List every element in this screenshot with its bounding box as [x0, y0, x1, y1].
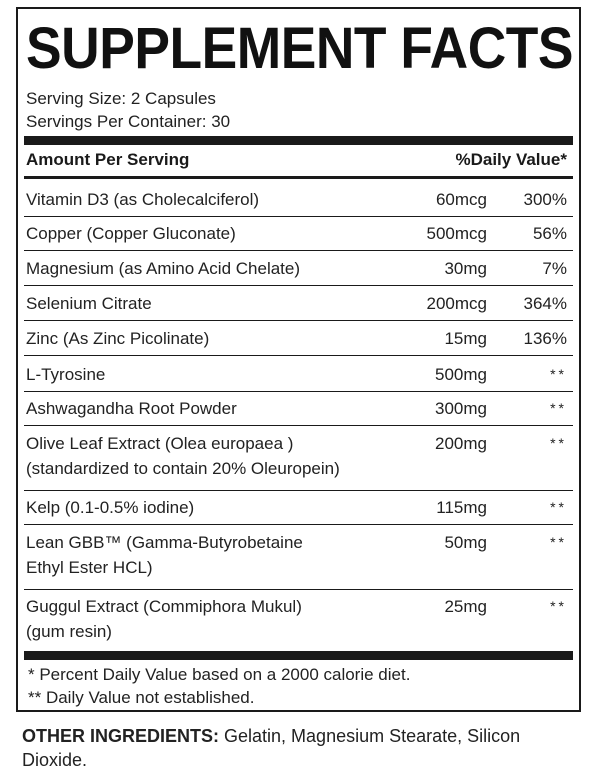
table-row — [24, 397, 573, 426]
ingredient-amount: 500mcg — [426, 224, 487, 243]
row-divider — [24, 355, 573, 356]
ingredient-name: Olive Leaf Extract (Olea europaea ) — [26, 434, 294, 453]
ingredient-amount: 300mg — [435, 399, 487, 418]
row-divider — [24, 250, 573, 251]
serving-size: Serving Size: 2 Capsules — [26, 89, 216, 108]
ingredient-daily-value: ** — [550, 435, 567, 451]
table-row — [24, 432, 573, 491]
other-ingredients — [22, 724, 582, 772]
amount-per-serving-header: Amount Per Serving — [26, 150, 190, 169]
ingredient-daily-value: ** — [550, 499, 567, 515]
row-divider — [24, 320, 573, 321]
ingredient-name: L-Tyrosine — [26, 365, 106, 384]
ingredient-amount: 60mcg — [435, 190, 487, 209]
table-row — [24, 327, 573, 356]
servings-per-container: Servings Per Container: 30 — [26, 112, 231, 131]
ingredient-name: Lean GBB™ (Gamma-Butyrobetaine — [26, 533, 303, 552]
row-divider — [24, 589, 573, 590]
row-divider — [24, 391, 573, 392]
ingredient-daily-value: 7% — [542, 259, 567, 278]
footnote-percent-dv: * Percent Daily Value based on a 2000 calorie diet. — [28, 665, 411, 684]
ingredient-amount: 15mg — [444, 329, 487, 348]
table-row — [24, 496, 573, 525]
ingredient-daily-value: 56% — [532, 224, 567, 243]
ingredient-name-continued: (gum resin) — [26, 622, 112, 641]
ingredient-daily-value: 136% — [523, 329, 567, 348]
ingredient-name: Magnesium (as Amino Acid Chelate) — [26, 259, 301, 278]
other-ingredients-label: OTHER INGREDIENTS: — [22, 726, 220, 746]
ingredient-amount: 25mg — [444, 597, 487, 616]
ingredient-amount: 200mcg — [426, 294, 487, 313]
thick-divider-bottom — [24, 651, 573, 660]
ingredient-name: Vitamin D3 (as Cholecalciferol) — [26, 190, 260, 209]
table-row — [24, 257, 573, 286]
ingredient-name-continued: (standardized to contain 20% Oleuropein) — [26, 459, 340, 478]
ingredient-amount: 500mg — [435, 365, 487, 384]
ingredient-name: Ashwagandha Root Powder — [26, 399, 237, 418]
ingredient-amount: 200mg — [435, 434, 487, 453]
ingredient-daily-value: 364% — [523, 294, 567, 313]
ingredient-name-continued: Ethyl Ester HCL) — [26, 558, 153, 577]
ingredient-name: Selenium Citrate — [26, 294, 152, 313]
ingredient-name: Zinc (As Zinc Picolinate) — [26, 329, 210, 348]
supplement-facts-panel — [16, 7, 581, 712]
footnote-not-established: ** Daily Value not established. — [28, 688, 255, 707]
ingredient-daily-value: ** — [550, 598, 567, 614]
daily-value-header: %Daily Value* — [455, 150, 567, 169]
ingredient-daily-value: ** — [550, 366, 567, 382]
table-row — [24, 292, 573, 321]
panel-title: SUPPLEMENT FACTS — [26, 16, 574, 81]
ingredient-amount: 115mg — [436, 498, 487, 517]
row-divider — [24, 490, 573, 491]
row-divider — [24, 425, 573, 426]
ingredient-daily-value: ** — [550, 400, 567, 416]
header-divider — [24, 176, 573, 179]
ingredient-name: Guggul Extract (Commiphora Mukul) — [26, 597, 302, 616]
other-ingredients-text: Gelatin, Magnesium Stearate, Silicon Dioxide. — [22, 726, 521, 770]
table-row — [24, 531, 573, 590]
ingredient-name: Kelp (0.1-0.5% iodine) — [26, 498, 195, 517]
ingredient-amount: 50mg — [444, 533, 487, 552]
table-row — [24, 188, 573, 217]
row-divider — [24, 285, 573, 286]
table-row — [24, 595, 573, 651]
table-row — [24, 363, 573, 392]
ingredient-name: Copper (Copper Gluconate) — [26, 224, 236, 243]
ingredient-amount: 30mg — [444, 259, 487, 278]
table-row — [24, 222, 573, 251]
thick-divider — [24, 136, 573, 145]
ingredient-daily-value: 300% — [523, 190, 567, 209]
ingredient-daily-value: ** — [550, 534, 567, 550]
row-divider — [24, 524, 573, 525]
row-divider — [24, 216, 573, 217]
